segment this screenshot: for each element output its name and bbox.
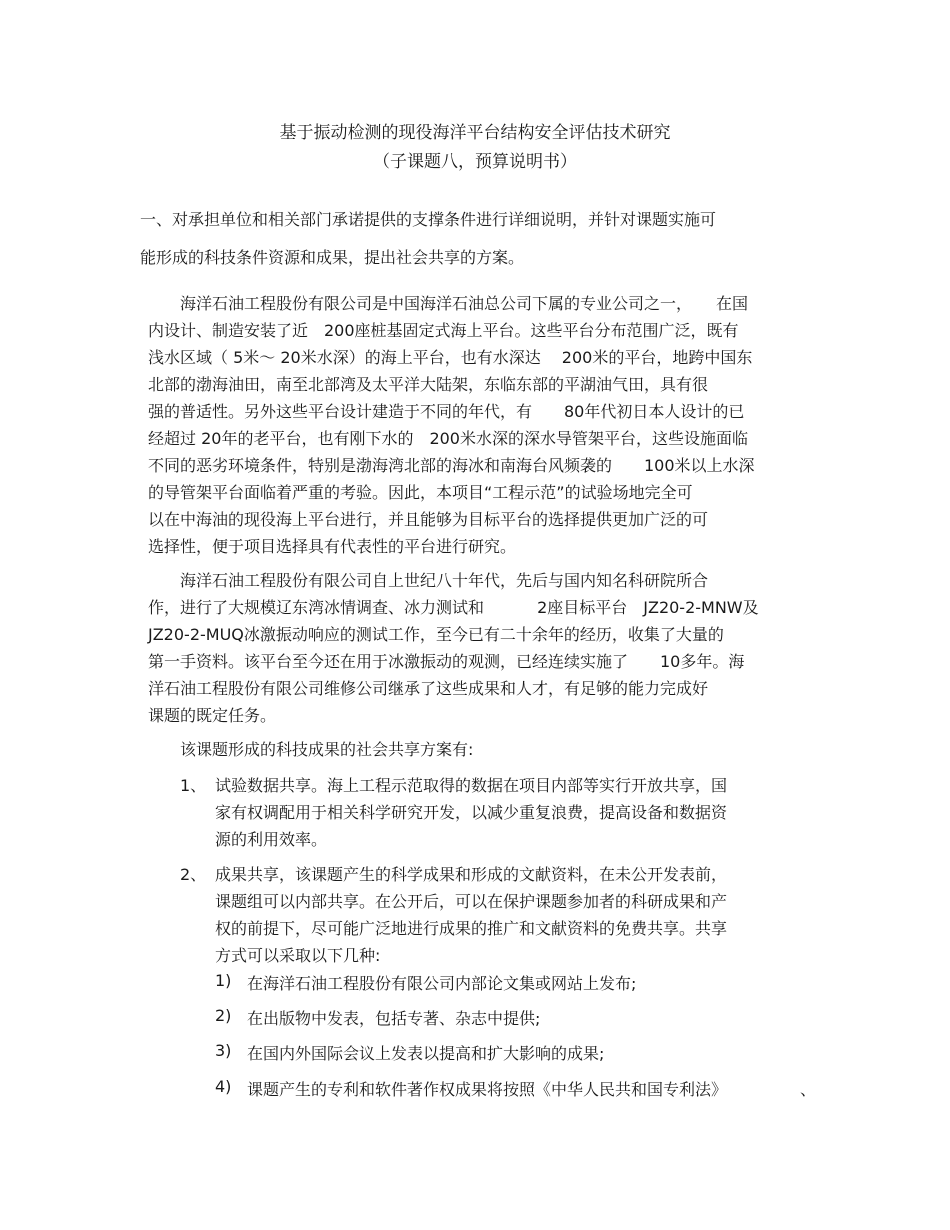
paragraph1-line: 以在中海油的现役海上平台进行，并且能够为目标平台的选择提供更加广泛的可 [148, 510, 709, 529]
paragraph1-line: 的导管架平台面临着严重的考验。因此，本项目“工程示范”的试验场地完全可 [148, 483, 693, 502]
sub-item-text: 在国内外国际会议上发表以提高和扩大影响的成果; [247, 1044, 605, 1063]
list-number: 1、 [180, 776, 207, 795]
paragraph2-line: 洋石油工程股份有限公司维修公司继承了这些成果和人才，有足够的能力完成好 [148, 679, 709, 698]
share-intro: 该课题形成的科技成果的社会共享方案有: [180, 740, 474, 759]
paragraph2-line: 海洋石油工程股份有限公司自上世纪八十年代，先后与国内知名科研院所合 [180, 571, 709, 590]
paragraph2-line: 第一手资料。该平台至今还在用于冰激振动的观测，已经连续实施了 10多年。海 [148, 652, 745, 671]
paragraph1-line: 北部的渤海油田，南至北部湾及太平洋大陆架，东临东部的平湖油气田，具有很 [148, 375, 709, 394]
paragraph2-line: JZ20-2-MUQ冰激振动响应的测试工作，至今已有二十余年的经历，收集了大量的 [148, 625, 724, 644]
list-item-line: 课题组可以内部共享。在公开后，可以在保护课题参加者的科研成果和产 [215, 892, 728, 911]
heading-line: 一、对承担单位和相关部门承诺提供的支撑条件进行详细说明，并针对课题实施可 [140, 210, 717, 229]
list-item-line: 成果共享，该课题产生的科学成果和形成的文献资料，在未公开发表前， [215, 865, 728, 884]
list-item-line: 家有权调配用于相关科学研究开发，以减少重复浪费，提高设备和数据资 [215, 803, 728, 822]
list-item-line: 试验数据共享。海上工程示范取得的数据在项目内部等实行开放共享，国 [215, 776, 728, 795]
sub-item-number: 1) [215, 971, 232, 990]
paragraph1-line: 内设计、制造安装了近 200座桩基固定式海上平台。这些平台分布范围广泛，既有 [148, 321, 739, 340]
paragraph2-line: 课题的既定任务。 [148, 706, 277, 725]
paragraph1-line: 强的普适性。另外这些平台设计建造于不同的年代，有 80年代初日本人设计的已 [148, 402, 745, 421]
paragraph1-line: 不同的恶劣环境条件，特别是渤海湾北部的海冰和南海台风频袭的 100米以上水深 [148, 456, 755, 475]
paragraph1-line: 海洋石油工程股份有限公司是中国海洋石油总公司下属的专业公司之一， 在国 [180, 294, 749, 313]
sub-item-text: 在海洋石油工程股份有限公司内部论文集或网站上发布; [247, 974, 637, 993]
sub-item-number: 4) [215, 1077, 232, 1096]
paragraph1-line: 浅水区域（ 5米～ 20米水深）的海上平台，也有水深达 200米的平台，地跨中国东 [148, 348, 753, 367]
document-title: 基于振动检测的现役海洋平台结构安全评估技术研究 [279, 123, 671, 143]
paragraph2-line: 作，进行了大规模辽东湾冰情调查、冰力测试和 2座目标平台 JZ20-2-MNW及 [148, 598, 759, 617]
document-subtitle: （子课题八，预算说明书） [373, 152, 577, 172]
sub-item-number: 3) [215, 1041, 232, 1060]
list-item-line: 权的前提下，尽可能广泛地进行成果的推广和文献资料的免费共享。共享 [215, 919, 728, 938]
trailing-mark: 、 [800, 1080, 817, 1099]
sub-item-number: 2) [215, 1006, 232, 1025]
list-number: 2、 [180, 865, 207, 884]
paragraph1-line: 选择性，便于项目选择具有代表性的平台进行研究。 [148, 537, 517, 556]
paragraph1-line: 经超过 20年的老平台，也有刚下水的 200米水深的深水导管架平台，这些设施面临 [148, 429, 748, 448]
list-item-line: 方式可以采取以下几种: [215, 946, 381, 965]
sub-item-text: 在出版物中发表，包括专著、杂志中提供; [247, 1009, 541, 1028]
list-item-line: 源的利用效率。 [215, 830, 328, 849]
heading-line: 能形成的科技条件资源和成果，提出社会共享的方案。 [140, 248, 525, 267]
sub-item-text: 课题产生的专利和软件著作权成果将按照《中华人民共和国专利法》 [247, 1080, 728, 1099]
